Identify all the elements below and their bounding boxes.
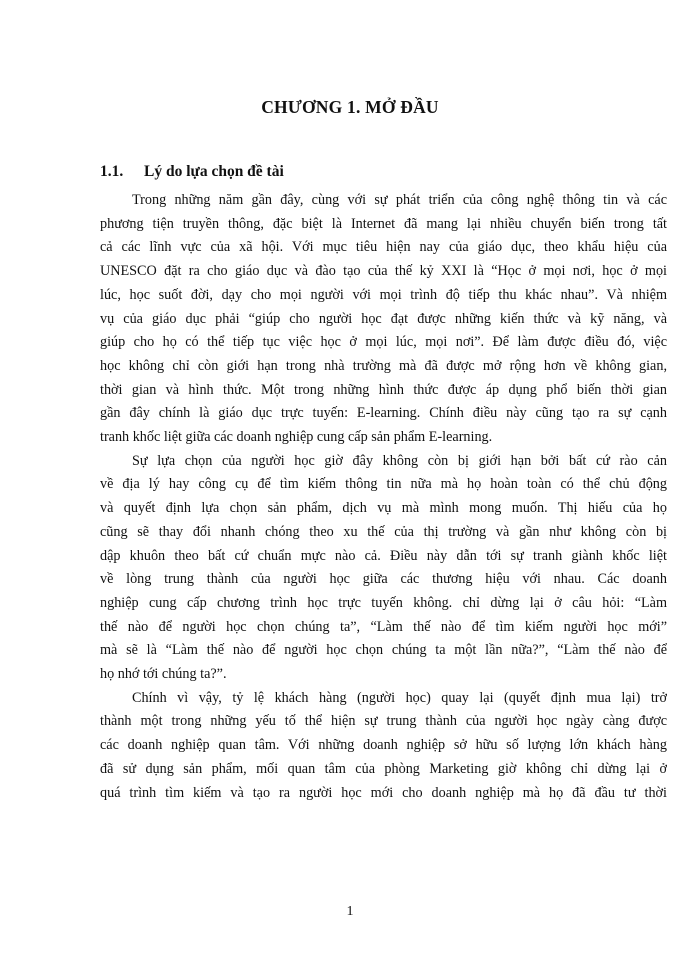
text-line: Trong những năm gần đây, cùng với sự phát triển của công nghệ thông tin và các: [132, 192, 667, 208]
text-line: giúp cho họ có thể tiếp tục việc học ở mọi lúc, mọi nơi”. Để làm được điều đó, việc: [100, 334, 667, 351]
text-line: các doanh nghiệp quan tâm. Với những doanh nghiệp sở hữu số lượng lớn khách hàng: [100, 737, 667, 754]
text-line: dập khuôn theo bất cứ chuẩn mực nào cả. Điều này dẫn tới sự tranh giành khốc liệt: [100, 547, 667, 564]
text-line: học không chỉ còn giới hạn trong nhà trường mà đã được mở rộng hơn về không gian,: [100, 357, 667, 374]
section-title: Lý do lựa chọn đề tài: [144, 163, 284, 180]
text-line: vụ của giáo dục phải “giúp cho người học đạt được những kiến thức và kỹ năng, và: [100, 310, 667, 327]
text-line: tranh khốc liệt giữa các doanh nghiệp cung cấp sản phẩm E-learning.: [100, 429, 493, 446]
text-line: về địa lý hay công cụ để tìm kiếm thông tin nữa mà họ hoàn toàn có thể chủ động: [100, 476, 667, 493]
section-number: 1.1.: [100, 163, 124, 180]
text-line: thành một trong những yếu tố thể hiện sự trung thành của người học ngày càng được: [100, 713, 667, 730]
text-line: mà sẽ là “Làm thế nào để người học chọn chúng ta một lần nữa?”, “Làm thế nào để: [100, 642, 667, 659]
text-line: đã sử dụng sản phẩm, mối quan tâm của phòng Marketing giờ không chỉ dừng lại ở: [100, 760, 667, 777]
text-line: thời gian và hình thức. Một trong những hình thức được áp dụng phổ biến thời gian: [100, 381, 667, 398]
paragraph: [100, 450, 667, 687]
text-line: Chính vì vậy, tỷ lệ khách hàng (người học) quay lại (quyết định mua lại) trở: [132, 689, 667, 706]
page-number: 1: [346, 904, 354, 919]
chapter-title: CHƯƠNG 1. MỞ ĐẦU: [261, 97, 439, 117]
text-line: quá trình tìm kiếm và tạo ra người học mới cho doanh nghiệp mà họ đã đầu tư thời: [100, 784, 667, 801]
text-line: nghiệp cung cấp chương trình học trực tuyến không. chỉ dừng lại ở câu hỏi: “Làm: [100, 594, 667, 611]
text-line: và quyết định lựa chọn sản phẩm, dịch vụ mà mình mong muốn. Thị hiếu của họ: [100, 500, 667, 517]
text-line: cũng sẽ thay đổi nhanh chóng theo xu thế của thị trường và gần như không còn bị: [100, 523, 667, 540]
text-line: cả các lĩnh vực của xã hội. Với mục tiêu hiện nay của giáo dục, theo khẩu hiệu của: [100, 239, 667, 256]
text-line: về lòng trung thành của người học giữa các thương hiệu với nhau. Các doanh: [100, 571, 667, 588]
text-line: thế nào để người học chọn chúng ta”, “Làm thế nào để tìm kiếm người học mới”: [100, 618, 667, 635]
body-text: [100, 189, 667, 805]
text-line: họ nhớ tới chúng ta?”.: [100, 666, 227, 683]
section-heading: [100, 163, 284, 181]
text-line: UNESCO đặt ra cho giáo dục và đào tạo của thế kỷ XXI là “Học ở mọi nơi, học ở mọi: [100, 263, 667, 280]
text-line: Sự lựa chọn của người học giờ đây không còn bị giới hạn bởi bất cứ rào cản: [132, 452, 667, 469]
text-line: lúc, học suốt đời, dạy cho mọi người với mọi trình độ tiếp thu khác nhau”. Và nhiệm: [100, 286, 667, 303]
text-line: phương tiện truyền thông, đặc biệt là Internet đã mang lại nhiều chuyển biến trong tất: [100, 215, 667, 232]
text-line: gần đây chính là giáo dục trực tuyến: E-learning. Chính điều này cũng tạo ra sự cạnh: [100, 405, 667, 422]
paragraph: [100, 687, 667, 806]
paragraph: [100, 189, 667, 450]
